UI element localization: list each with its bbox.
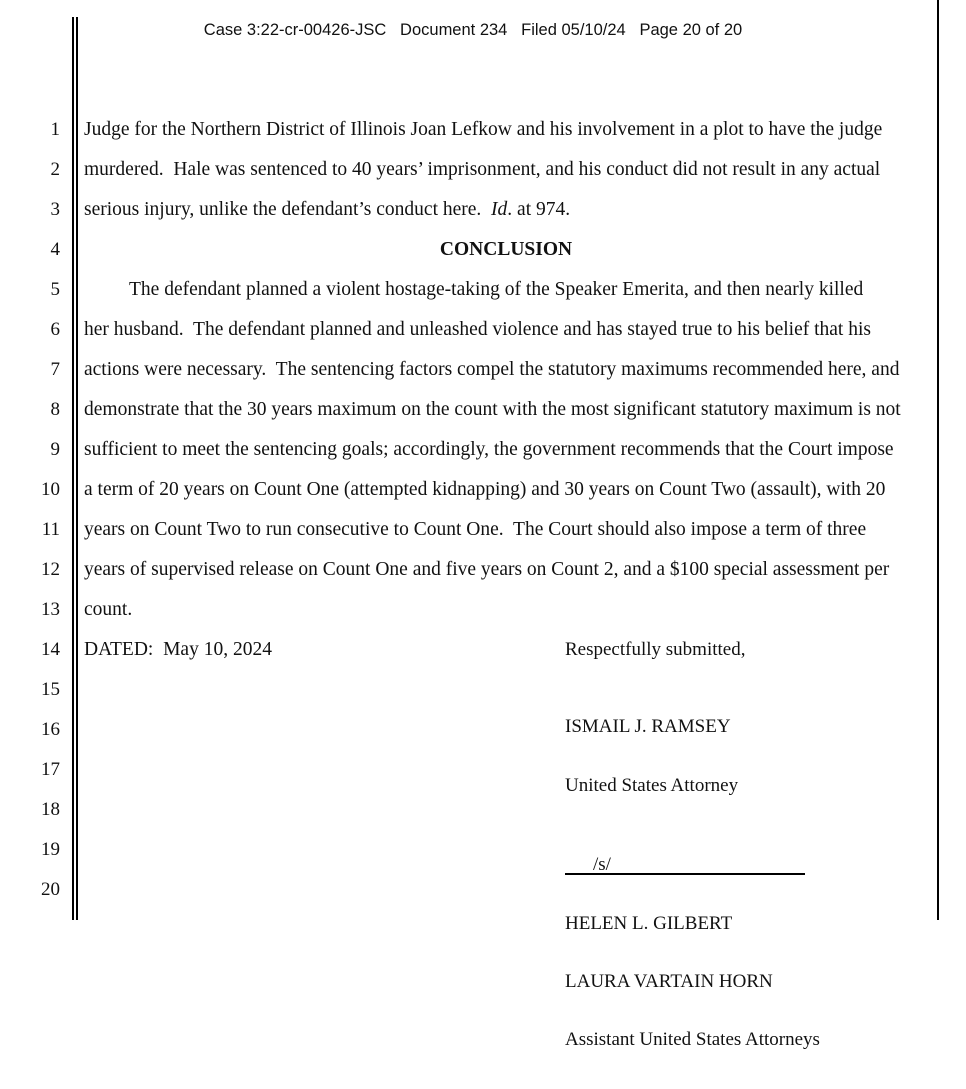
citation-line	[84, 190, 928, 230]
line-number-gutter	[0, 110, 60, 910]
conclusion-heading: CONCLUSION	[439, 239, 573, 260]
citation-pre: serious injury, unlike the defendant’s conduct here.	[84, 199, 492, 220]
line-number: 14	[41, 639, 60, 660]
body-line: actions were necessary. The sentencing factors compel the statutory maximums recommended here, and	[84, 359, 900, 380]
body-line: Judge for the Northern District of Illinois Joan Lefkow and his involvement in a plot to have the judge	[84, 119, 883, 140]
us-attorney-name: ISMAIL J. RAMSEY	[565, 716, 731, 737]
signature-mark-line: /s/	[565, 855, 805, 875]
line-number: 15	[41, 679, 60, 700]
line-number: 4	[50, 239, 60, 260]
body-line: The defendant planned a violent hostage-taking of the Speaker Emerita, and then nearly killed	[129, 279, 864, 300]
line-number: 3	[50, 199, 60, 220]
left-double-rule	[72, 17, 78, 920]
line-number: 8	[50, 399, 60, 420]
line-number: 18	[41, 799, 60, 820]
respectfully-line: Respectfully submitted,	[565, 639, 746, 660]
ausa-name: LAURA VARTAIN HORN	[565, 971, 773, 992]
body-line: years on Count Two to run consecutive to Count One. The Court should also impose a term of three	[84, 519, 867, 540]
line-number: 16	[41, 719, 60, 740]
line-number: 17	[41, 759, 60, 780]
line-number: 1	[50, 119, 60, 140]
line-number: 9	[50, 439, 60, 460]
line-number: 19	[41, 839, 60, 860]
ausa-name: HELEN L. GILBERT	[565, 913, 733, 934]
body-line: murdered. Hale was sentenced to 40 years’ imprisonment, and his conduct did not result in any actual	[84, 159, 881, 180]
citation-post: . at 974.	[507, 199, 571, 220]
body-line: a term of 20 years on Count One (attempted kidnapping) and 30 years on Count Two (assault), with 20	[84, 479, 886, 500]
line-number: 7	[50, 359, 60, 380]
line-number: 2	[50, 159, 60, 180]
case-header: Case 3:22-cr-00426-JSC Document 234 Filed 05/10/24 Page 20 of 20	[203, 21, 743, 39]
line-number: 10	[41, 479, 60, 500]
ausa-title: Assistant United States Attorneys	[565, 1029, 820, 1050]
italic-citation: Id	[491, 199, 508, 220]
line-number: 12	[41, 559, 60, 580]
line-number: 6	[50, 319, 60, 340]
right-rule	[937, 0, 939, 920]
line-number: 11	[41, 519, 60, 540]
line-number: 13	[41, 599, 60, 620]
body-text	[84, 110, 928, 670]
body-line: sufficient to meet the sentencing goals; accordingly, the government recommends that the Court impose	[84, 439, 894, 460]
dated-line	[84, 630, 928, 670]
us-attorney-title: United States Attorney	[565, 774, 739, 796]
body-line: count.	[84, 599, 133, 620]
body-line: her husband. The defendant planned and unleashed violence and has stayed true to his belief that his	[84, 319, 871, 340]
body-line: demonstrate that the 30 years maximum on the count with the most significant statutory maximum is not	[84, 399, 901, 420]
line-number: 5	[50, 279, 60, 300]
signature-block	[565, 678, 820, 1088]
line-number: 20	[41, 879, 60, 900]
dated-text: DATED: May 10, 2024	[84, 639, 272, 660]
body-line: years of supervised release on Count One and five years on Count 2, and a $100 special assessment per	[84, 559, 890, 580]
